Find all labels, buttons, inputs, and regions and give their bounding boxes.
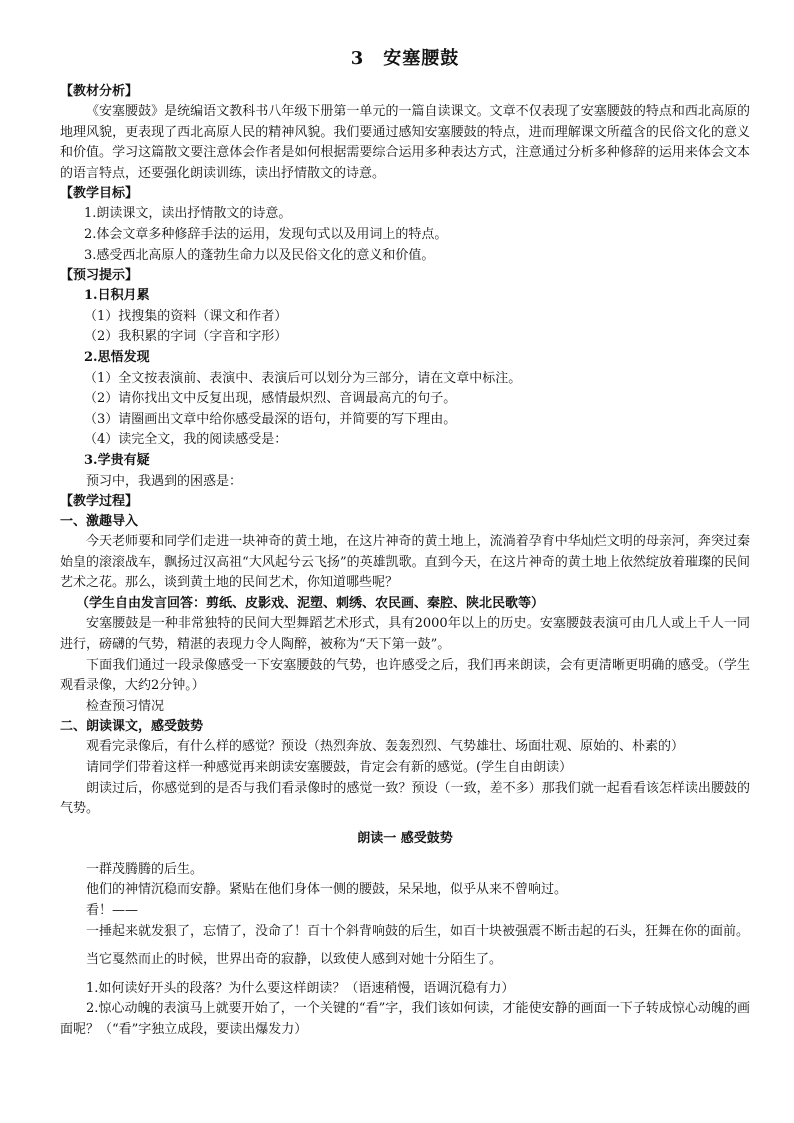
question-item: 1.如何读好开头的段落？为什么要这样朗读？（语速稍慢，语调沉稳有力） (86, 980, 515, 996)
analysis-paragraph: 《安塞腰鼓》是统编语文教科书八年级下册第一单元的一篇自读课文。文章不仅表现了安塞腰鼓的特点和西北高原的地理风貌，更表现了西北高原人民的精神风貌。我们要通过感知安塞腰鼓的特点，进而理解课文所蕴含的民俗文化的意义和价值。学习这篇散文要注意体会作者是如何根据需要综合运用多种表达方式，注意通过分析多种修辞的运用来体会文本的语言特点，还要强化朗读训练，读出抒情散文的诗意。 (60, 104, 750, 181)
part2-paragraph: 朗读过后，你感觉到的是否与我们看录像时的感觉一致？预设（一致，差不多）那我们就一起看看该怎样读出腰鼓的气势。 (60, 780, 750, 817)
part1-paragraph: 今天老师要和同学们走进一块神奇的黄土地，在这片神奇的黄土地上，流淌着孕育中华灿烂文明的母亲河，奔突过秦始皇的滚滚战车，飘扬过汉高祖“大风起兮云飞扬”的英雄凯歌。直到今天，在这片神奇的黄土地上依然绽放着璀璨的民间艺术之花。那么，谈到黄土地的民间艺术，你知道哪些呢？ (60, 534, 750, 591)
part1-heading: 一、激趣导入 (60, 514, 139, 530)
heading-process: 【教学过程】 (60, 494, 139, 510)
preview-sub2-item: （3）请圈画出文章中给你感受最深的语句，并简要的写下理由。 (84, 411, 457, 427)
preview-sub1-item: （1）找搜集的资料（课文和作者） (84, 308, 288, 324)
preview-sub1-item: （2）我积累的字词（字音和字形） (84, 329, 288, 345)
preview-sub1: 1.日积月累 (84, 288, 150, 304)
part2-paragraph: 观看完录像后，有什么样的感觉？预设（热烈奔放、轰轰烈烈、气势雄壮、场面壮观、原始的、朴素的） (86, 739, 685, 755)
page-title: 3 安塞腰鼓 (350, 48, 460, 69)
page-content (60, 46, 750, 1041)
reading-line: 看！—— (86, 903, 139, 918)
part1-paragraph: 检查预习情况 (86, 698, 165, 714)
goal-item: 2.体会文章多种修辞手法的运用，发现句式以及用词上的特点。 (84, 226, 448, 242)
spacer (60, 942, 750, 950)
part1-paragraph: 下面我们通过一段录像感受一下安塞腰鼓的气势，也许感受之后，我们再来朗读，会有更清晰更明确的感受。（学生观看录像，大约2分钟。） (60, 657, 750, 694)
question-item: 2.惊心动魄的表演马上就要开始了，一个关键的“看”字，我们该如何读，才能使安静的画面一下子转成惊心动魄的画面呢？（“看”字独立成段，要读出爆发力） (60, 1001, 750, 1037)
reading-paragraph: 当它戛然而止的时候，世界出奇的寂静，以致使人感到对她十分陌生了。 (86, 952, 503, 968)
part2-heading: 二、朗读课文，感受鼓势 (60, 719, 204, 735)
spacer (60, 971, 750, 979)
heading-preview: 【预习提示】 (60, 268, 139, 284)
reading-paragraph: 一捶起来就发狠了，忘情了，没命了！百十个斜背响鼓的后生，如百十块被强震不断击起的石头，狂舞在你的面前。 (86, 923, 750, 939)
preview-sub2-item: （4）读完全文，我的阅读感受是： (84, 432, 288, 448)
heading-analysis: 【教材分析】 (60, 84, 139, 99)
preview-sub2-item: （1）全文按表演前、表演中、表演后可以划分为三部分，请在文章中标注。 (84, 370, 522, 386)
heading-goals: 【教学目标】 (60, 186, 139, 202)
preview-sub3-text: 预习中，我遇到的困惑是： (86, 473, 243, 489)
reading-line: 一群茂腾腾的后生。 (86, 861, 204, 877)
preview-sub2: 2.思悟发现 (84, 349, 150, 365)
reading-line: 他们的神情沉稳而安静。紧贴在他们身体一侧的腰鼓，呆呆地，似乎从来不曾响过。 (86, 882, 568, 898)
part1-paragraph: 安塞腰鼓是一种非常独特的民间大型舞蹈艺术形式，具有2000年以上的历史。安塞腰鼓表演可由几人或上千人一同进行，磅礴的气势，精湛的表现力令人陶醉，被称为“天下第一鼓”。 (60, 616, 750, 653)
part1-answer: （学生自由发言回答：剪纸、皮影戏、泥塑、刺绣、农民画、秦腔、陕北民歌等） (76, 595, 545, 611)
part2-paragraph: 请同学们带着这样一种感觉再来朗读安塞腰鼓，肯定会有新的感觉。(学生自由朗读） (86, 760, 573, 776)
reading-heading: 朗读一 感受鼓势 (357, 830, 453, 846)
goal-item: 1.朗读课文，读出抒情散文的诗意。 (84, 206, 292, 222)
goal-item: 3.感受西北高原人的蓬勃生命力以及民俗文化的意义和价值。 (84, 247, 435, 263)
preview-sub2-item: （2）请你找出文中反复出现，感情最炽烈、音调最高亢的句子。 (84, 391, 457, 407)
preview-sub3: 3.学贵有疑 (84, 452, 150, 468)
